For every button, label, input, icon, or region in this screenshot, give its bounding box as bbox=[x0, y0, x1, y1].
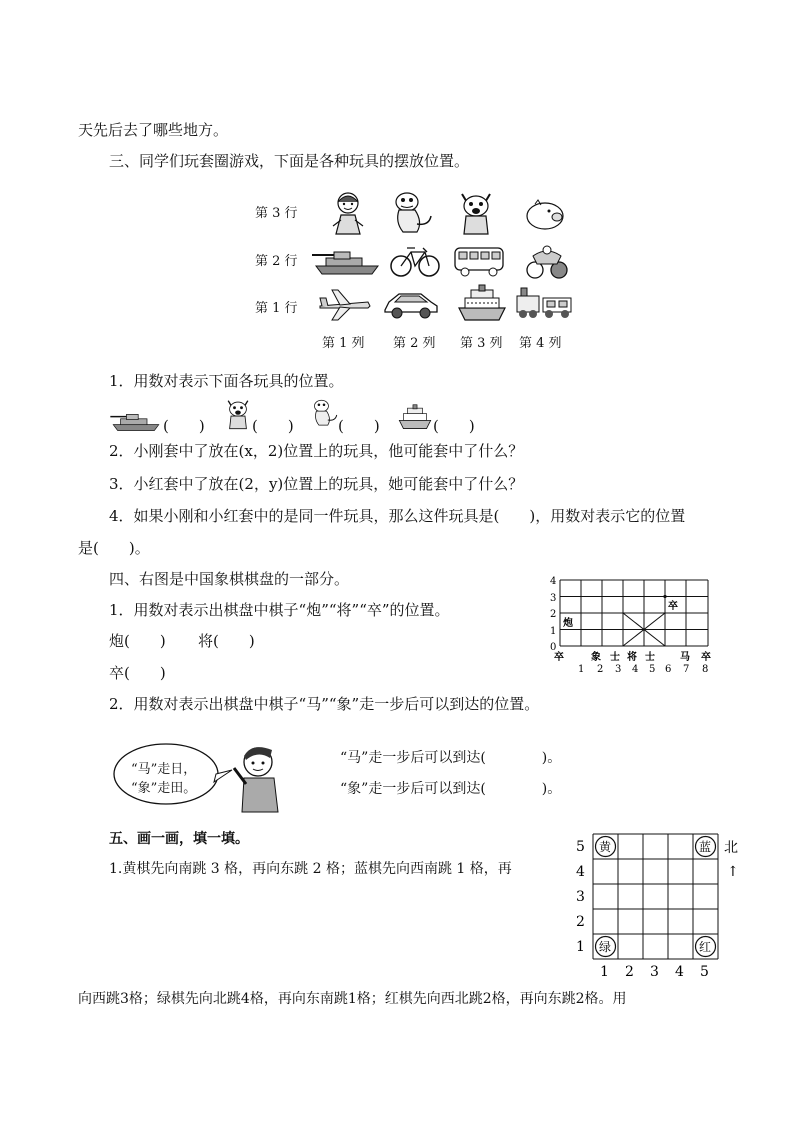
board-x-tick: 2 bbox=[597, 664, 604, 675]
ship-small-icon bbox=[398, 403, 432, 431]
col-label-1: 第 1 列 bbox=[322, 336, 365, 351]
bus-toy-icon bbox=[453, 244, 505, 278]
pao-answer[interactable]: 炮( ) bbox=[109, 632, 166, 650]
section3-heading: 三、同学们玩套圈游戏，下面是各种玩具的摆放位置。 bbox=[109, 152, 470, 170]
yellow-stone-label: 黄 bbox=[599, 840, 612, 854]
board-y-tick: 2 bbox=[550, 609, 557, 620]
north-label: 北 bbox=[724, 840, 738, 856]
grid-y-tick: 4 bbox=[576, 864, 585, 880]
ship-toy-icon bbox=[457, 284, 507, 322]
section5-heading: 五、画一画，填一填。 bbox=[109, 831, 249, 847]
ship-answer-blank[interactable]: ( ) bbox=[433, 417, 475, 435]
airplane-toy-icon bbox=[318, 288, 372, 322]
s3-question-4-line1: 4．如果小刚和小红套中的是同一件玩具，那么这件玩具是( )，用数对表示它的位置 bbox=[109, 507, 686, 525]
doll-toy-icon bbox=[327, 190, 369, 236]
jiang-answer[interactable]: 将( ) bbox=[198, 632, 255, 650]
s3-question-1: 1．用数对表示下面各玩具的位置。 bbox=[109, 372, 344, 390]
north-arrow-icon: ↑ bbox=[727, 864, 739, 880]
s3-question-2: 2．小刚套中了放在(x，2)位置上的玩具，他可能套中了什么？ bbox=[109, 442, 524, 460]
xiang-answer[interactable]: “象”走一步后可以到达( )。 bbox=[340, 781, 562, 797]
dinosaur-small-icon bbox=[310, 394, 338, 432]
board-x-tick: 8 bbox=[702, 664, 709, 675]
board-x-tick: 6 bbox=[665, 664, 672, 675]
pig-toy-icon bbox=[523, 198, 567, 232]
grid-y-tick: 1 bbox=[576, 939, 585, 955]
chess-board-grid bbox=[560, 580, 708, 646]
tank-toy-icon bbox=[312, 246, 382, 276]
row-label-3: 第 3 行 bbox=[255, 206, 298, 221]
s3-question-4-line2: 是( )。 bbox=[78, 539, 150, 557]
direction-grid bbox=[568, 826, 748, 982]
grid-x-tick: 3 bbox=[650, 964, 659, 980]
board-x-tick: 7 bbox=[683, 664, 690, 675]
col-label-2: 第 2 列 bbox=[393, 336, 436, 351]
bicycle-toy-icon bbox=[389, 244, 441, 278]
bubble-line-1: “马”走日， bbox=[131, 762, 197, 777]
grid-x-tick: 5 bbox=[700, 964, 709, 980]
board-y-tick: 1 bbox=[550, 626, 557, 637]
board-x-tick: 4 bbox=[632, 664, 639, 675]
car-toy-icon bbox=[383, 290, 439, 320]
board-x-tick: 3 bbox=[615, 664, 622, 675]
board-x-tick: 5 bbox=[649, 664, 656, 675]
bottom-xiang: 象 bbox=[591, 652, 601, 663]
bottom-jiang: 将 bbox=[627, 652, 637, 663]
train-toy-icon bbox=[513, 286, 575, 320]
zu-answer[interactable]: 卒( ) bbox=[109, 664, 166, 682]
zu-upper-piece: 卒 bbox=[668, 601, 678, 612]
blue-stone bbox=[696, 837, 716, 857]
s4-question-1: 1．用数对表示出棋盘中棋子“炮”“将”“卒”的位置。 bbox=[109, 601, 450, 619]
board-x-tick: 1 bbox=[578, 664, 585, 675]
intro-line: 天先后去了哪些地方。 bbox=[78, 121, 229, 139]
section4-heading: 四、右图是中国象棋棋盘的一部分。 bbox=[109, 570, 350, 588]
grid-y-tick: 5 bbox=[576, 839, 585, 855]
dog-answer-blank[interactable]: ( ) bbox=[252, 417, 294, 435]
red-stone bbox=[696, 937, 716, 957]
grid-x-tick: 4 bbox=[675, 964, 684, 980]
chess-board bbox=[546, 574, 716, 678]
grid-x-tick: 1 bbox=[600, 964, 609, 980]
grid-y-tick: 2 bbox=[576, 914, 585, 930]
red-stone-label: 红 bbox=[699, 940, 712, 954]
bottom-ma: 马 bbox=[680, 652, 690, 663]
dog-small-icon bbox=[224, 396, 252, 432]
col-label-4: 第 4 列 bbox=[519, 336, 562, 351]
bottom-zu-left: 卒 bbox=[554, 652, 564, 663]
green-stone bbox=[596, 937, 616, 957]
s5-text-line1: 1.黄棋先向南跳 3 格，再向东跳 2 格；蓝棋先向西南跳 1 格，再 bbox=[109, 861, 512, 877]
dinosaur-toy-icon bbox=[389, 190, 433, 236]
row-label-1: 第 1 行 bbox=[255, 301, 298, 316]
yellow-stone bbox=[596, 837, 616, 857]
dog-toy-icon bbox=[456, 190, 496, 236]
bottom-shi-left: 士 bbox=[610, 652, 620, 663]
dinosaur-answer-blank[interactable]: ( ) bbox=[338, 417, 380, 435]
motorcycle-toy-icon bbox=[525, 242, 569, 280]
board-y-tick: 0 bbox=[550, 642, 557, 653]
s5-text-line2: 向西跳3格；绿棋先向北跳4格，再向东南跳1格；红棋先向西北跳2格，再向东跳2格。用 bbox=[78, 991, 627, 1007]
boy-icon bbox=[234, 747, 278, 812]
green-stone-label: 绿 bbox=[599, 940, 612, 954]
board-y-tick: 3 bbox=[550, 593, 557, 604]
s3-question-3: 3．小红套中了放在(2，y)位置上的玩具，她可能套中了什么？ bbox=[109, 475, 524, 493]
board-y-tick: 4 bbox=[550, 576, 557, 587]
tank-answer-blank[interactable]: ( ) bbox=[163, 417, 205, 435]
bottom-shi-right: 士 bbox=[645, 652, 655, 663]
tank-small-icon bbox=[110, 410, 162, 432]
col-label-3: 第 3 列 bbox=[460, 336, 503, 351]
bottom-zu-right: 卒 bbox=[701, 652, 711, 663]
row-label-2: 第 2 行 bbox=[255, 254, 298, 269]
bubble-line-2: “象”走田。 bbox=[131, 781, 197, 796]
s4-question-2: 2．用数对表示出棋盘中棋子“马”“象”走一步后可以到达的位置。 bbox=[109, 695, 540, 713]
piece-dot bbox=[663, 595, 666, 598]
ma-answer[interactable]: “马”走一步后可以到达( )。 bbox=[340, 750, 562, 766]
blue-stone-label: 蓝 bbox=[699, 840, 712, 854]
grid-x-tick: 2 bbox=[625, 964, 634, 980]
pao-piece: 炮 bbox=[563, 618, 573, 629]
grid-y-tick: 3 bbox=[576, 889, 585, 905]
